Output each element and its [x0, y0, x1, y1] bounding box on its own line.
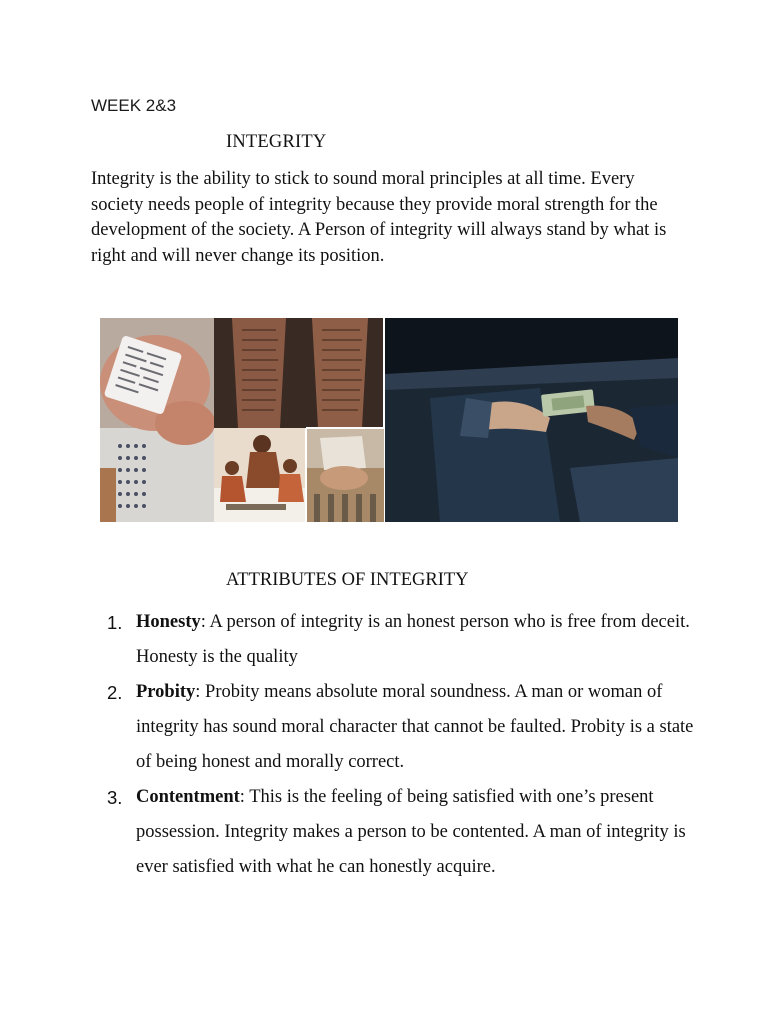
attribute-term: Probity [136, 682, 196, 702]
attribute-term: Honesty [136, 612, 201, 632]
attribute-separator: : [200, 612, 206, 632]
attribute-description: A person of integrity is an honest person who is free from deceit. Honesty is the quality [136, 612, 690, 667]
list-item [107, 780, 707, 885]
attribute-description: Probity means absolute moral soundness. A man or woman of integrity has sound moral character that cannot be faulted. Probity is a state of being honest and morally correct. [136, 682, 694, 772]
page-title: INTEGRITY [226, 132, 327, 152]
attribute-term: Contentment [136, 787, 240, 807]
photo-exam-cheat-note [100, 318, 215, 522]
list-item [107, 605, 707, 675]
list-number: 2. [107, 682, 123, 703]
attribute-separator: : [239, 787, 245, 807]
intro-paragraph: Integrity is the ability to stick to sound moral principles at all time. Every society needs people of integrity because they provide moral strength for the development of the society. A Person of integrity will always stand by what is right and will never change its position. [91, 169, 667, 266]
attributes-list [107, 605, 707, 885]
photo-bribe-under-table [385, 318, 678, 522]
list-number: 3. [107, 787, 123, 808]
photo-cartoon-exam-copying [214, 428, 306, 522]
week-label: WEEK 2&3 [91, 96, 177, 115]
list-number: 1. [107, 612, 123, 633]
list-item [107, 675, 707, 780]
attributes-heading: ATTRIBUTES OF INTEGRITY [226, 570, 469, 590]
integrity-photo-collage [100, 318, 678, 522]
attribute-description: This is the feeling of being satisfied with one’s present possession. Integrity makes a person to be contented. A man of integrity is ever satisfied with what he can honestly acquire. [136, 787, 686, 877]
photo-notes-on-legs [214, 318, 384, 428]
photo-passing-notes [306, 428, 384, 522]
attribute-separator: : [195, 682, 201, 702]
